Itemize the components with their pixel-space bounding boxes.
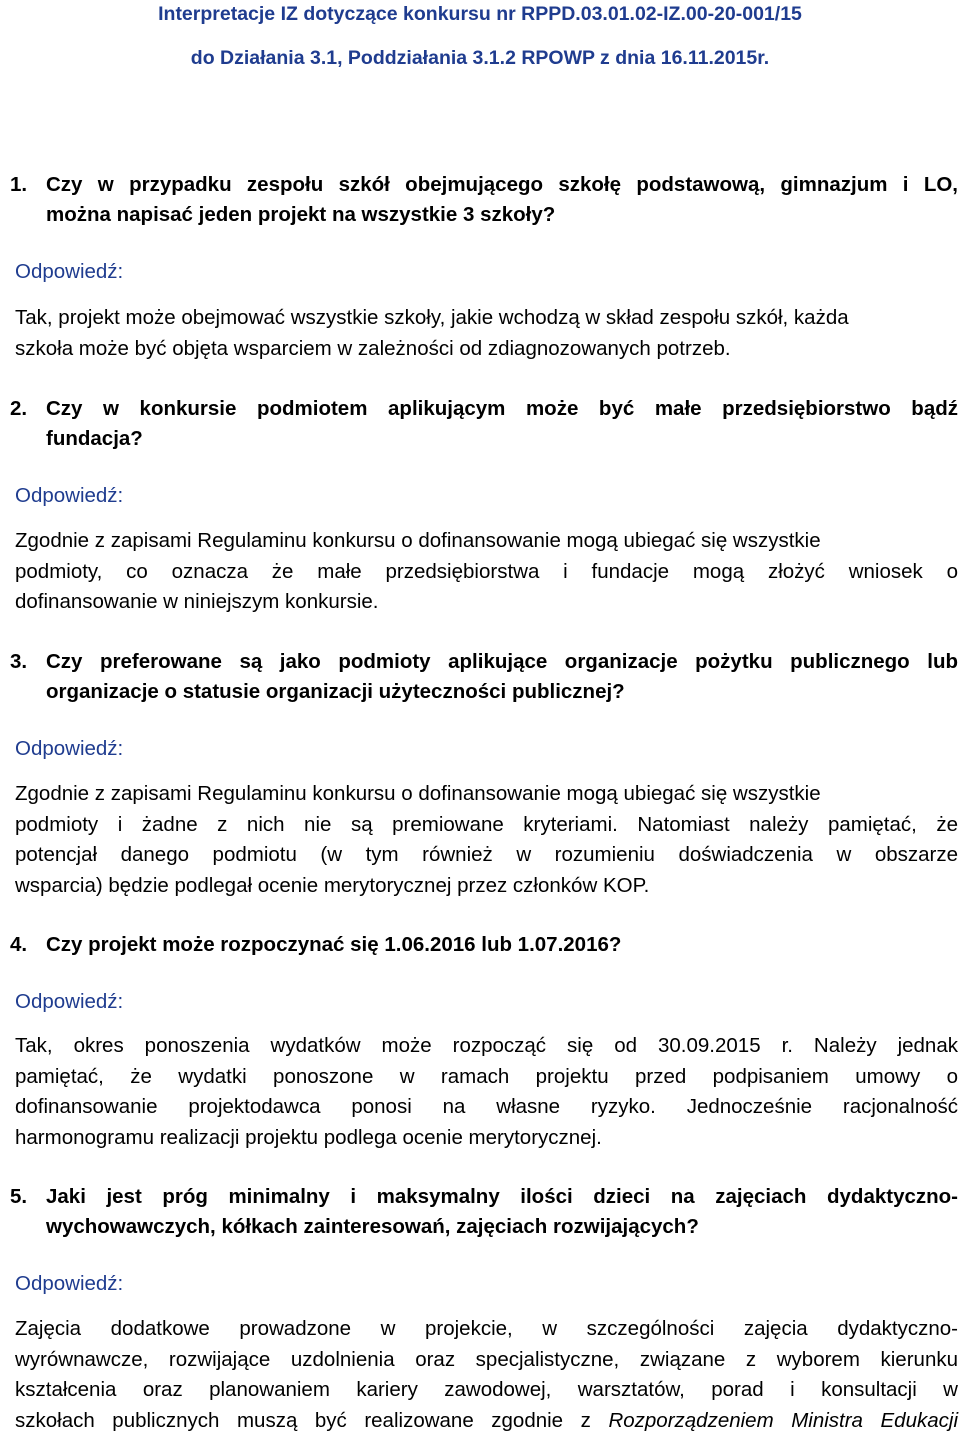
question-number: 3. — [10, 650, 28, 673]
answer-text-segment: szkołach publicznych muszą być realizowane zgodnie z — [15, 1408, 591, 1432]
answer-text-line: kształcenia oraz planowaniem kariery zawodowej, warsztatów, porad i konsultacji w — [15, 1378, 958, 1402]
answer-5 — [15, 1314, 958, 1436]
answer-text-line: wsparcia) będzie podlegał ocenie merytorycznej przez członków KOP. — [15, 873, 650, 897]
answer-label: Odpowiedź: — [15, 990, 124, 1013]
question-2 — [0, 394, 958, 454]
question-1 — [0, 170, 958, 230]
answer-label: Odpowiedź: — [15, 484, 124, 507]
answer-text-italic-segment: Rozporządzeniem Ministra Edukacji — [608, 1408, 958, 1432]
answer-label: Odpowiedź: — [15, 1272, 124, 1295]
document-title-line2: do Działania 3.1, Poddziałania 3.1.2 RPOWP z dnia 16.11.2015r. — [190, 47, 770, 69]
answer-text-line: harmonogramu realizacji projektu podlega ocenie merytorycznej. — [15, 1125, 602, 1149]
answer-text-line: szkoła może być objęta wsparciem w zależności od zdiagnozowanych potrzeb. — [15, 336, 731, 360]
answer-1 — [15, 303, 958, 364]
answer-text-line: dofinansowanie projektodawca ponosi na własne ryzyko. Jednocześnie racjonalność — [15, 1095, 958, 1119]
question-5 — [0, 1182, 958, 1242]
question-text-line: Jaki jest próg minimalny i maksymalny ilości dzieci na zajęciach dydaktyczno- — [46, 1185, 958, 1208]
answer-text-line: Tak, projekt może obejmować wszystkie szkoły, jakie wchodzą w skład zespołu szkół, każda — [15, 306, 849, 329]
document-title-line1: Interpretacje IZ dotyczące konkursu nr RPPD.03.01.02-IZ.00-20-001/15 — [158, 3, 802, 25]
answer-label: Odpowiedź: — [15, 260, 124, 283]
question-text-line: można napisać jeden projekt na wszystkie 3 szkoły? — [46, 203, 556, 226]
question-text-line: Czy preferowane są jako podmioty aplikujące organizacje pożytku publicznego lub — [46, 650, 958, 673]
question-number: 2. — [10, 397, 28, 420]
answer-text-line: Zajęcia dodatkowe prowadzone w projekcie, w szczególności zajęcia dydaktyczno- — [15, 1317, 958, 1340]
question-text-line: Czy projekt może rozpoczynać się 1.06.2016 lub 1.07.2016? — [46, 933, 622, 956]
question-text-line: Czy w przypadku zespołu szkół obejmującego szkołę podstawową, gimnazjum i LO, — [46, 173, 958, 196]
answer-text-line: wyrównawcze, rozwijające uzdolnienia oraz specjalistyczne, związane z wyborem kierunku — [15, 1347, 958, 1371]
question-number: 1. — [10, 173, 28, 196]
answer-text-line — [15, 1406, 958, 1436]
question-text-line: fundacja? — [46, 427, 143, 450]
question-text-line: Czy w konkursie podmiotem aplikującym może być małe przedsiębiorstwo bądź — [46, 397, 958, 420]
answer-text-line: Tak, okres ponoszenia wydatków może rozpocząć się od 30.09.2015 r. Należy jednak — [15, 1034, 958, 1057]
answer-text-line: Zgodnie z zapisami Regulaminu konkursu o dofinansowanie mogą ubiegać się wszystkie — [15, 782, 821, 805]
answer-text-line: Zgodnie z zapisami Regulaminu konkursu o dofinansowanie mogą ubiegać się wszystkie — [15, 529, 821, 552]
answer-2 — [15, 526, 958, 618]
answer-4 — [15, 1031, 958, 1153]
answer-text-line: pamiętać, że wydatki ponoszone w ramach projektu przed podpisaniem umowy o — [15, 1064, 958, 1088]
answer-text-line: potencjał danego podmiotu (w tym również w rozumieniu doświadczenia w obszarze — [15, 843, 958, 867]
question-4 — [0, 930, 958, 960]
answer-text-line: dofinansowanie w niniejszym konkursie. — [15, 590, 379, 614]
answer-text-line: podmioty i żadne z nich nie są premiowane kryteriami. Natomiast należy pamiętać, że — [15, 812, 958, 836]
answer-3 — [15, 779, 958, 901]
question-3 — [0, 647, 958, 707]
question-text-line: wychowawczych, kółkach zainteresowań, zajęciach rozwijających? — [46, 1215, 699, 1238]
question-number: 5. — [10, 1185, 28, 1208]
answer-label: Odpowiedź: — [15, 737, 124, 760]
question-text-line: organizacje o statusie organizacji użyteczności publicznej? — [46, 680, 625, 703]
answer-text-line: podmioty, co oznacza że małe przedsiębiorstwa i fundacje mogą złożyć wniosek o — [15, 559, 958, 583]
question-number: 4. — [10, 933, 28, 956]
